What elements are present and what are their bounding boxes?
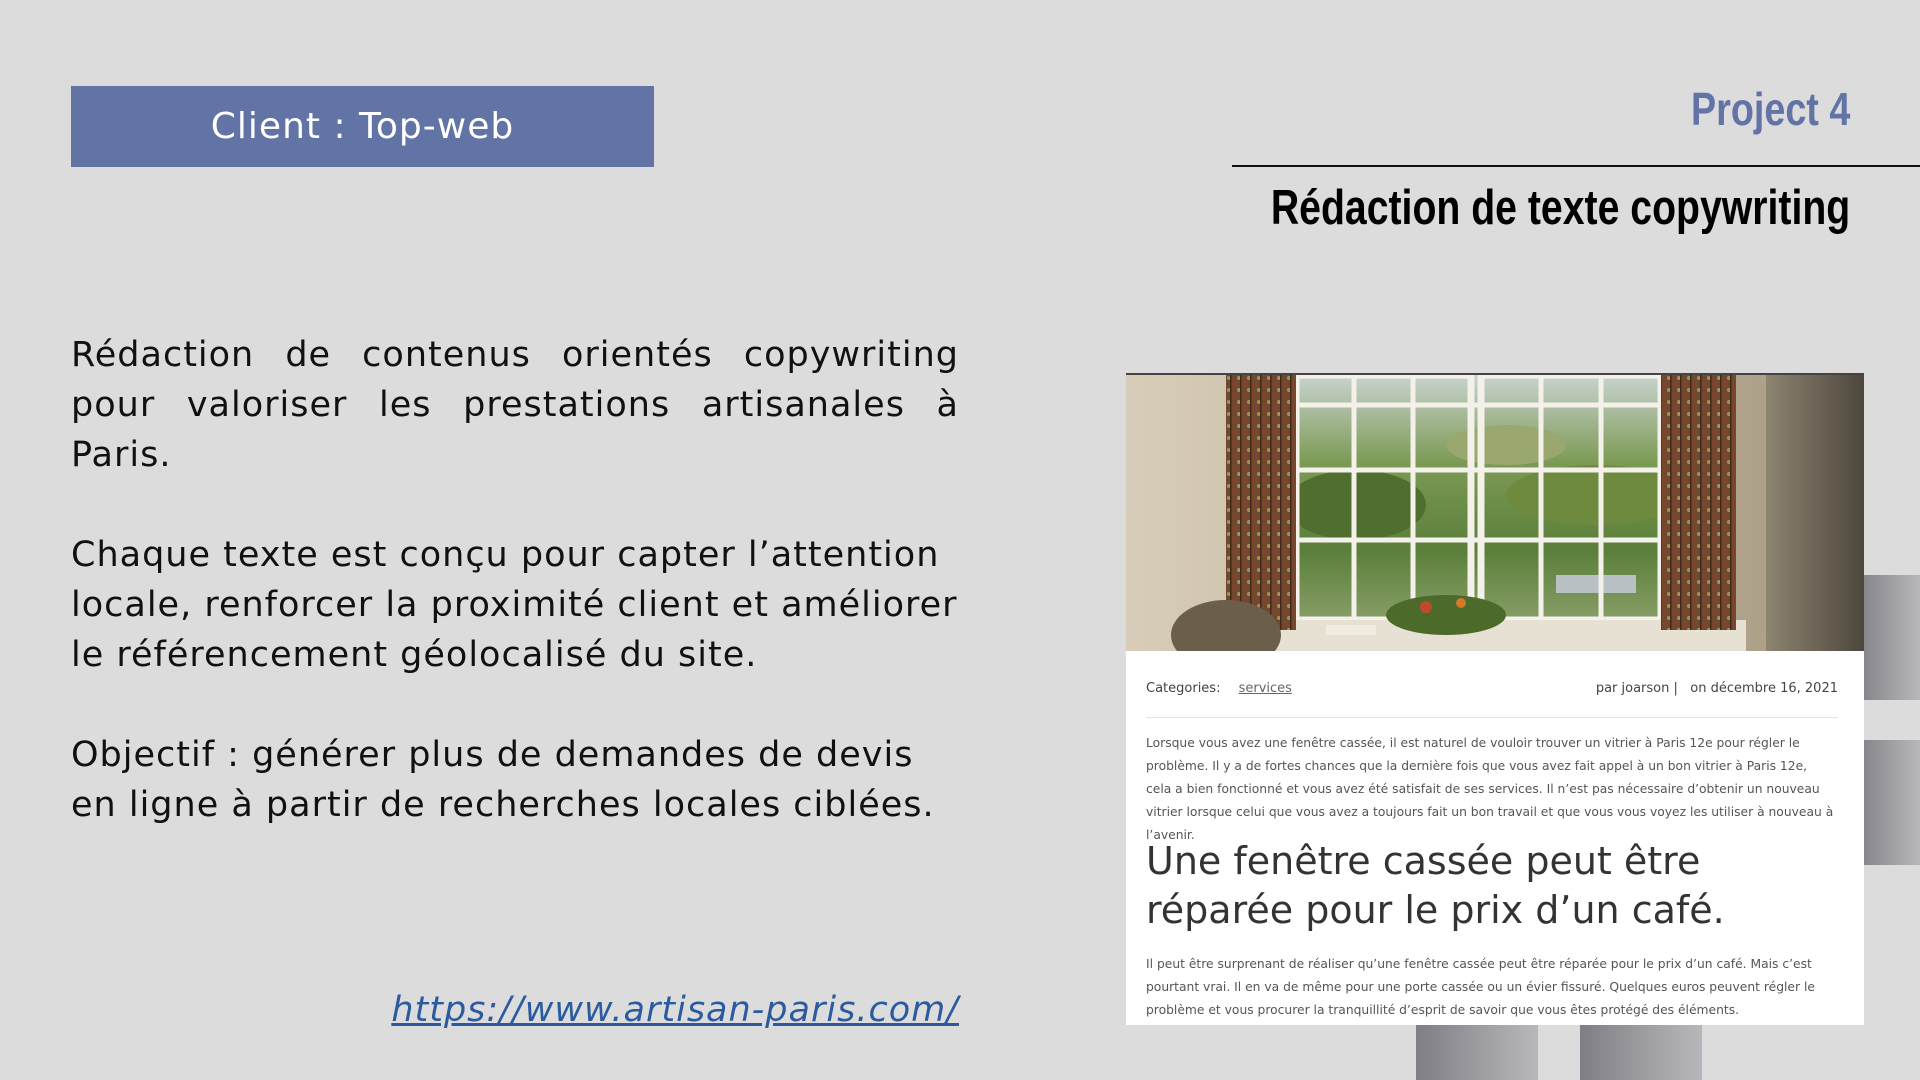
post-body: Il peut être surprenant de réaliser qu’une fenêtre cassée peut être réparée pour le prix d’un café. Mais c’est pourtant vrai. Il en va de même pour une porte cassée ou un évier fissuré. Quelques euros peuvent régler le problème et vous procurer la tranquillité d’esprit de savoir que vous êtes protégé des éléments. — [1146, 957, 1815, 1017]
website-link[interactable]: https://www.artisan-paris.com/ — [391, 990, 959, 1030]
header-divider — [1232, 165, 1920, 167]
post-meta — [1146, 681, 1838, 696]
decorative-block — [1855, 740, 1920, 865]
page-title: Rédaction de texte copywriting — [1270, 181, 1850, 235]
website-screenshot — [1126, 373, 1864, 1025]
decorative-block — [1855, 575, 1920, 700]
post-heading: Une fenêtre cassée peut être réparée pour le prix d’un café. — [1146, 839, 1725, 932]
categories-label: Categories: — [1146, 681, 1221, 696]
description-paragraph-3: Objectif : générer plus de demandes de devis en ligne à partir de recherches locales ciblées. — [71, 735, 935, 825]
category-link[interactable]: services — [1238, 681, 1292, 696]
description-paragraph-1: Rédaction de contenus orientés copywriting pour valoriser les prestations artisanales à Paris. — [71, 335, 959, 475]
meta-divider — [1146, 717, 1838, 718]
client-badge — [71, 86, 654, 167]
project-number: Project 4 — [1690, 83, 1850, 135]
window-photo — [1126, 375, 1864, 651]
post-intro: Lorsque vous avez une fenêtre cassée, il est naturel de vouloir trouver un vitrier à Paris 12e pour régler le problème. Il y a de fortes chances que la dernière fois que vous avez fait appel à un bon vitrier à Paris 12e, cela a bien fonctionné et vous avez été satisfait de ses services. Il n’est pas nécessaire d’obtenir un nouveau vitrier lorsque celui que vous avez a toujours fait un bon travail et que vous vous voyez les utiliser à nouveau à l’avenir. — [1146, 736, 1834, 842]
description-paragraph-2: Chaque texte est conçu pour capter l’attention locale, renforcer la proximité client et améliorer le référencement géolocalisé du site. — [71, 535, 958, 675]
post-author: par joarson | — [1595, 681, 1678, 696]
client-label: Client : Top-web — [210, 106, 515, 147]
post-date: on décembre 16, 2021 — [1690, 681, 1838, 696]
